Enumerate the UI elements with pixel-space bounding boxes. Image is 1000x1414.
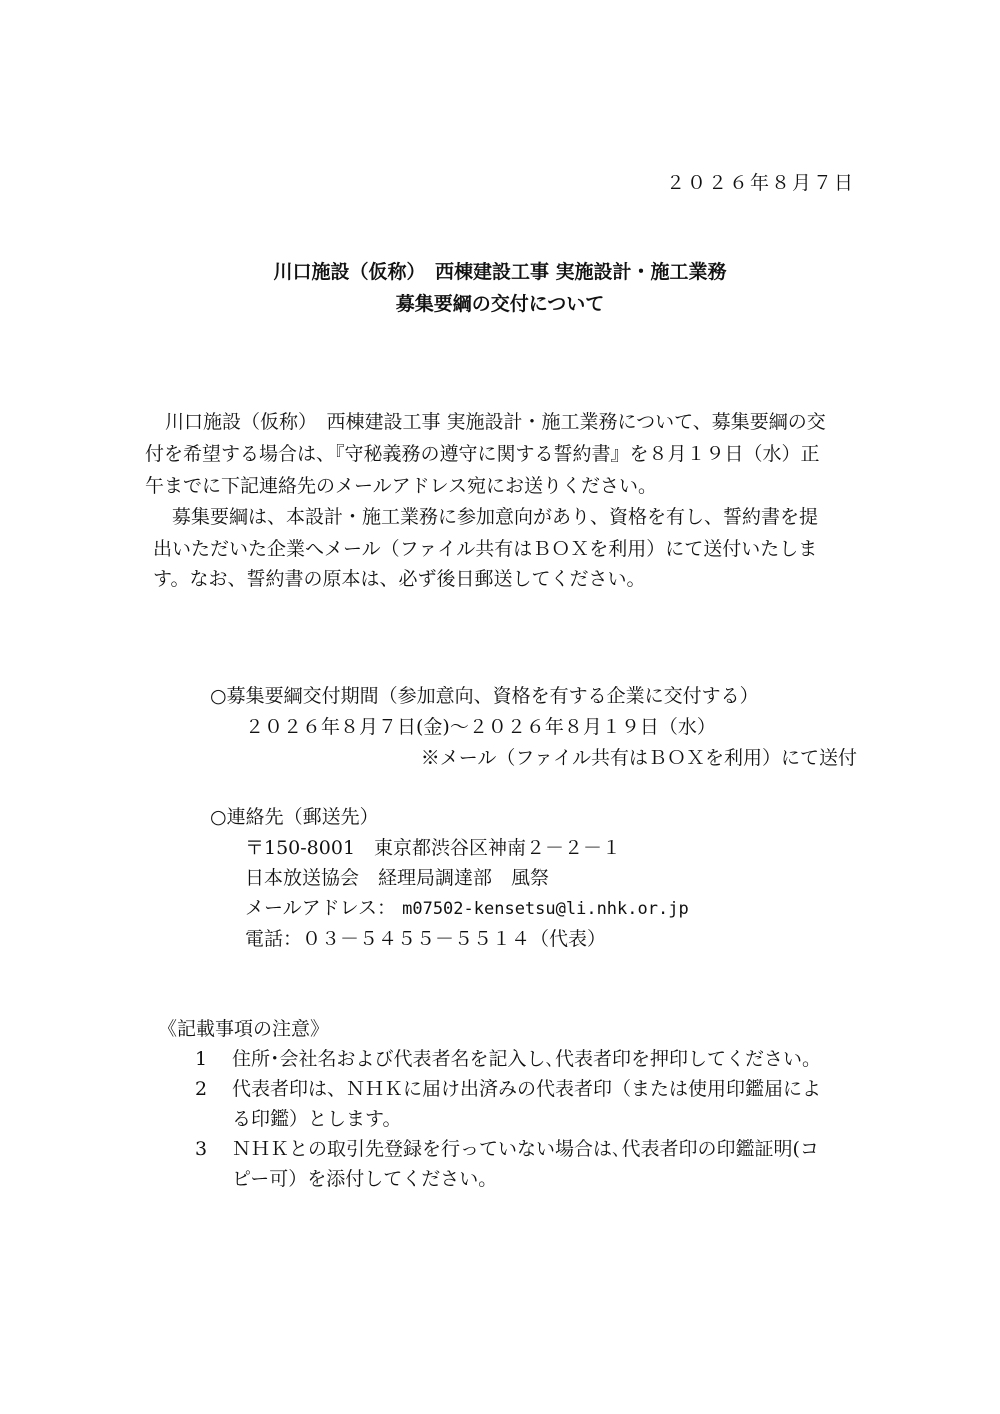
document-date: ２０２６年８月７日 [665,172,855,194]
document-title-line-2: 募集要綱の交付について [395,293,605,315]
note-2-number: 2 [195,1078,208,1100]
note-1-line-1: 住所･会社名および代表者名を記入し､代表者印を押印してください。 [232,1048,822,1070]
period-heading: ○募集要綱交付期間（参加意向、資格を有する企業に交付する） [210,685,759,707]
notes-heading: 《記載事項の注意》 [158,1018,330,1040]
contact-heading: ○連絡先（郵送先） [210,806,379,828]
paragraph-1-line-1: 川口施設（仮称） 西棟建設工事 実施設計・施工業務について、募集要綱の交 [165,411,826,433]
paragraph-2-line-2: 出いただいた企業へメール（ファイル共有はＢＯＸを利用）にて送付いたしま [153,538,818,560]
contact-email-address: m07502-kensetsu@li.nhk.or.jp [402,899,689,919]
paragraph-2-line-1: 募集要綱は、本設計・施工業務に参加意向があり、資格を有し、誓約書を提 [172,506,819,528]
paragraph-2-line-3: す。なお、誓約書の原本は、必ず後日郵送してください。 [153,568,646,590]
note-1-number: 1 [195,1048,208,1070]
paragraph-1-line-3: 午までに下記連絡先のメールアドレス宛にお送りください。 [145,475,658,497]
contact-organization: 日本放送協会 経理局調達部 風祭 [245,867,550,889]
note-3-number: 3 [195,1138,208,1160]
contact-phone: 電話：０３－５４５５－５５１４（代表） [245,928,607,950]
note-3-line-2: ピー可）を添付してください。 [232,1168,498,1190]
contact-email-label: メールアドレス： [245,897,397,919]
document-title-line-1: 川口施設（仮称） 西棟建設工事 実施設計・施工業務 [273,261,727,283]
contact-address: 〒150-8001 東京都渋谷区神南２－２－１ [245,837,622,859]
contact-email-row [245,899,689,918]
period-range: ２０２６年８月７日(金)～２０２６年８月１９日（水） [245,716,716,738]
period-note: ※メール（ファイル共有はＢＯＸを利用）にて送付 [420,747,857,769]
paragraph-1-line-2: 付を希望する場合は、『守秘義務の遵守に関する誓約書』を８月１９日（水）正 [145,443,820,465]
note-2-line-2: る印鑑）とします。 [232,1108,402,1130]
note-2-line-1: 代表者印は、ＮＨＫに届け出済みの代表者印（または使用印鑑届によ [232,1078,822,1100]
note-3-line-1: ＮＨＫとの取引先登録を行っていない場合は､代表者印の印鑑証明(コ [232,1138,819,1160]
